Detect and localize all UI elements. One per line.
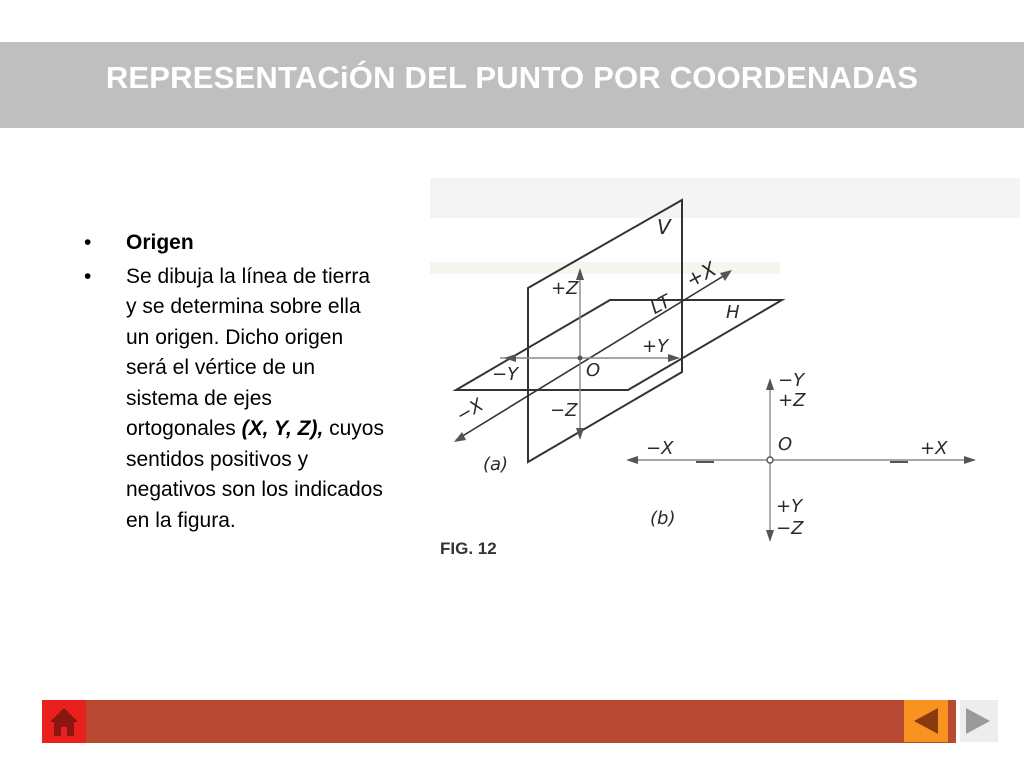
x-arrow-left-b: [626, 456, 638, 464]
origin-point-b: [767, 457, 773, 463]
bullet-text-origen: Origen: [126, 231, 194, 254]
bullet-list: [84, 228, 384, 539]
home-button[interactable]: [42, 700, 86, 743]
origin-point-a: [578, 356, 583, 361]
label-minus-x-a: −X: [452, 394, 488, 427]
label-plus-z-b: +Z: [778, 390, 806, 411]
scan-artifact: [430, 178, 1020, 218]
label-lt: LT: [647, 290, 675, 319]
slide-title: REPRESENTACiÓN DEL PUNTO POR COORDENADAS: [105, 60, 919, 95]
label-plus-x-a: +X: [682, 256, 721, 293]
label-minus-x-b: −X: [646, 438, 674, 459]
x-arrow-minus: [454, 432, 466, 442]
x-arrow-right-b: [964, 456, 976, 464]
label-o-a: O: [586, 360, 601, 381]
bullet-text-part2: cuyos sentidos positivos y negativos son los indicados en la figura.: [126, 417, 384, 532]
label-o-b: O: [778, 434, 793, 455]
next-slide-button[interactable]: [960, 700, 998, 742]
bullet-marker: •: [84, 231, 92, 254]
label-plus-y-a: +Y: [642, 336, 669, 357]
label-plus-z-a: +Z: [551, 278, 579, 299]
figure-label: FIG. 12: [440, 539, 497, 558]
caption-b: (b): [650, 508, 676, 529]
figure-12: [420, 170, 1024, 570]
figure-svg: [420, 170, 1024, 570]
label-plus-y-b: +Y: [776, 496, 803, 517]
previous-slide-button[interactable]: [904, 700, 948, 742]
bullet-text-emphasis: (X, Y, Z),: [241, 417, 324, 440]
arrow-left-icon: [904, 700, 948, 742]
ground-line-lt: [456, 272, 730, 440]
label-plus-x-b: +X: [920, 438, 948, 459]
footer-bar: [42, 700, 956, 743]
home-icon: [42, 700, 86, 743]
label-minus-y-a: −Y: [492, 364, 519, 385]
vertical-plane-v: [528, 200, 682, 462]
y-arrow-down-b: [766, 530, 774, 542]
bullet-text-part1: Se dibuja la línea de tierra y se determina sobre ella un origen. Dicho origen será el vértice de un sistema de ejes ortogonales: [126, 264, 370, 440]
y-arrow-up-b: [766, 378, 774, 390]
bullet-marker: •: [84, 264, 92, 288]
bullet-item: [84, 228, 384, 259]
label-minus-y-b: −Y: [778, 370, 805, 391]
label-v: V: [657, 215, 671, 239]
bullet-item: [84, 262, 384, 537]
label-h: H: [726, 302, 740, 323]
label-minus-z-a: −Z: [550, 400, 578, 421]
title-bar: [0, 42, 1024, 128]
caption-a: (a): [483, 454, 509, 475]
arrow-right-icon: [960, 700, 998, 742]
label-minus-z-b: −Z: [776, 518, 804, 539]
